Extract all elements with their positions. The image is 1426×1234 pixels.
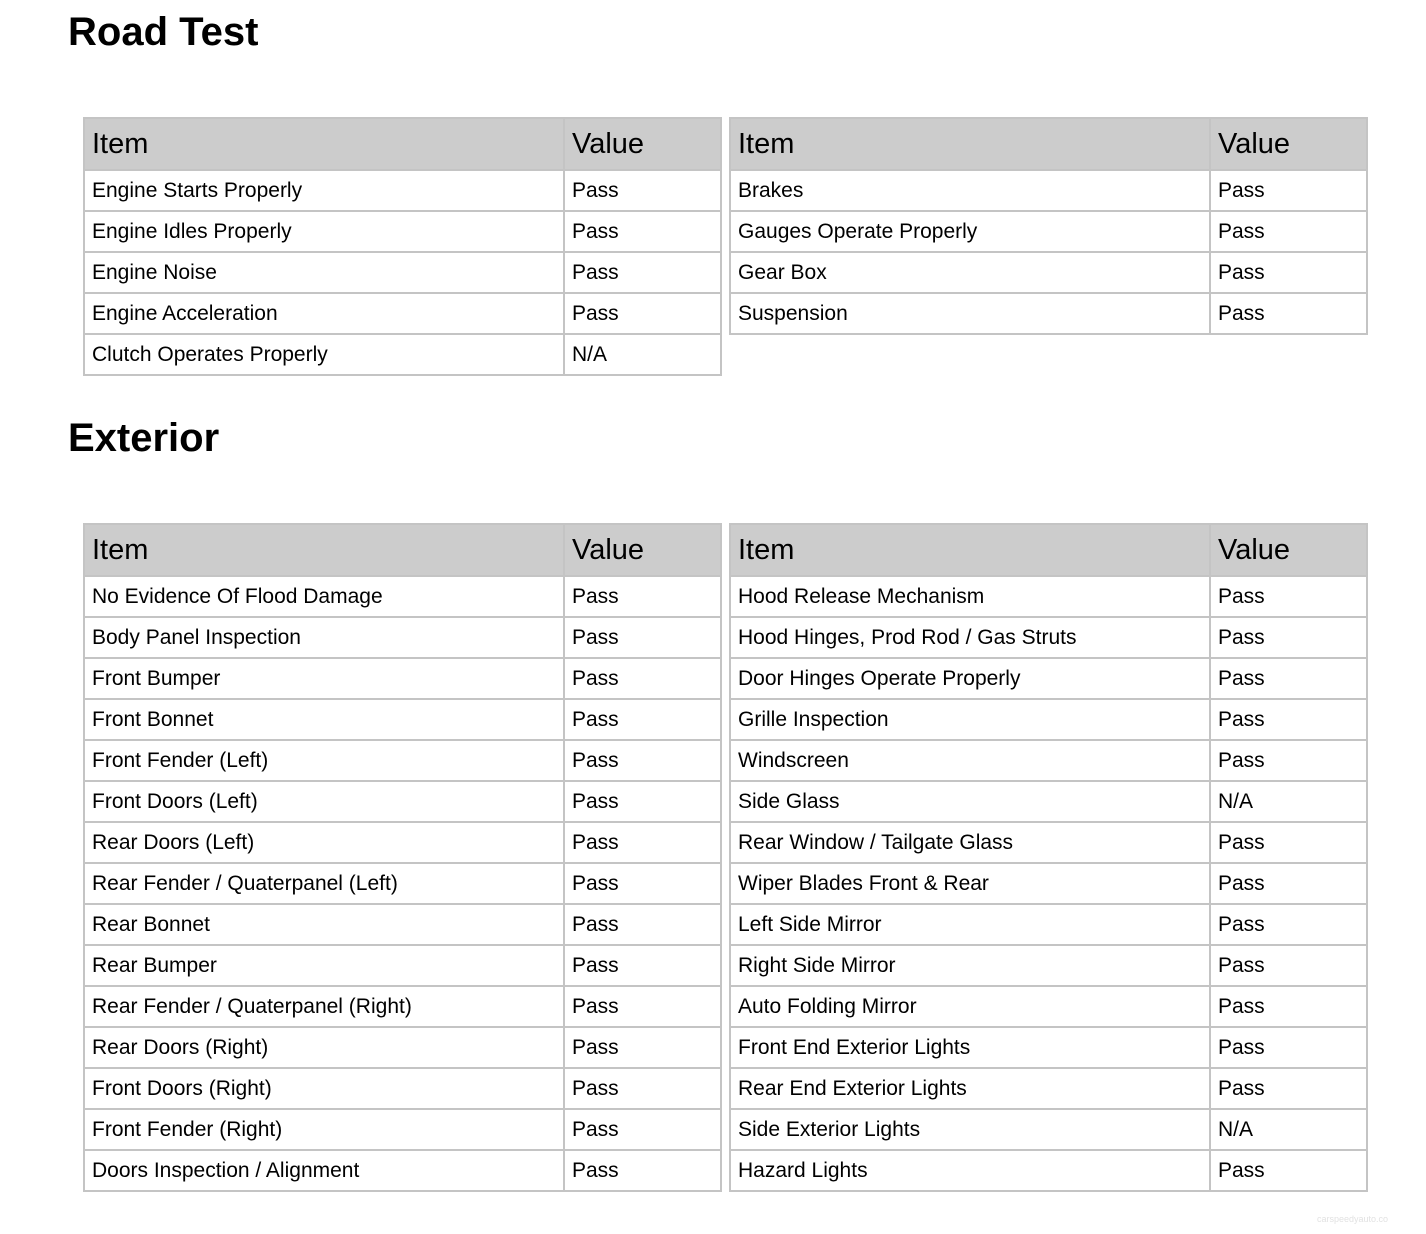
value-cell: Pass [564,576,721,617]
item-cell: Rear Doors (Right) [84,1027,564,1068]
value-column-header: Value [564,118,721,170]
item-cell: Hood Release Mechanism [730,576,1210,617]
value-column-header: Value [1210,524,1367,576]
item-cell: Gear Box [730,252,1210,293]
value-cell: Pass [564,986,721,1027]
table-row [730,252,1367,293]
table-row [730,293,1367,334]
item-cell: Rear Bumper [84,945,564,986]
table-row [84,658,721,699]
table-row [84,170,721,211]
value-cell: N/A [1210,1109,1367,1150]
road-test-table-right [729,117,1368,335]
value-cell: Pass [564,781,721,822]
value-cell: Pass [1210,211,1367,252]
table-row [730,576,1367,617]
exterior-table-left [83,523,722,1192]
value-cell: Pass [564,211,721,252]
item-cell: Hood Hinges, Prod Rod / Gas Struts [730,617,1210,658]
value-cell: Pass [1210,1068,1367,1109]
value-cell: Pass [1210,293,1367,334]
item-cell: Rear Fender / Quaterpanel (Right) [84,986,564,1027]
value-cell: Pass [1210,576,1367,617]
table-row [84,1027,721,1068]
item-cell: Right Side Mirror [730,945,1210,986]
value-cell: Pass [564,699,721,740]
table-row [730,740,1367,781]
table-row [84,334,721,375]
table-row [730,781,1367,822]
table-row [730,1109,1367,1150]
table-header-row [730,118,1367,170]
item-column-header: Item [84,118,564,170]
table-row [730,945,1367,986]
item-cell: Wiper Blades Front & Rear [730,863,1210,904]
value-cell: Pass [1210,904,1367,945]
item-cell: Front Bumper [84,658,564,699]
item-cell: Front Bonnet [84,699,564,740]
item-cell: Front Fender (Left) [84,740,564,781]
table-row [84,986,721,1027]
table-row [730,863,1367,904]
table-row [84,617,721,658]
item-cell: Gauges Operate Properly [730,211,1210,252]
item-cell: Side Exterior Lights [730,1109,1210,1150]
value-cell: Pass [564,170,721,211]
item-cell: Brakes [730,170,1210,211]
value-cell: Pass [564,904,721,945]
value-cell: Pass [1210,658,1367,699]
value-cell: Pass [1210,699,1367,740]
table-row [730,986,1367,1027]
table-header-row [730,524,1367,576]
item-cell: Rear Bonnet [84,904,564,945]
table-row [84,1068,721,1109]
item-cell: Rear End Exterior Lights [730,1068,1210,1109]
table-row [84,1150,721,1191]
value-cell: Pass [1210,863,1367,904]
item-cell: Grille Inspection [730,699,1210,740]
table-header-row [84,524,721,576]
item-cell: Front Doors (Left) [84,781,564,822]
table-row [84,781,721,822]
value-cell: Pass [564,252,721,293]
item-cell: Hazard Lights [730,1150,1210,1191]
item-cell: Windscreen [730,740,1210,781]
item-column-header: Item [730,118,1210,170]
value-cell: Pass [564,1027,721,1068]
exterior-title: Exterior [68,416,220,460]
table-row [730,211,1367,252]
table-row [730,1027,1367,1068]
value-cell: Pass [1210,740,1367,781]
value-cell: Pass [564,945,721,986]
item-cell: Engine Noise [84,252,564,293]
item-cell: Engine Idles Properly [84,211,564,252]
table-row [730,822,1367,863]
table-row [84,863,721,904]
item-cell: Clutch Operates Properly [84,334,564,375]
table-row [730,1068,1367,1109]
table-row [730,658,1367,699]
road-test-table-left [83,117,722,376]
item-cell: No Evidence Of Flood Damage [84,576,564,617]
watermark: carspeedyauto.co [1316,1214,1388,1224]
item-cell: Body Panel Inspection [84,617,564,658]
road-test-title: Road Test [68,10,259,54]
exterior-table-right [729,523,1368,1192]
value-cell: Pass [564,863,721,904]
table-row [730,617,1367,658]
value-cell: Pass [564,617,721,658]
value-cell: N/A [1210,781,1367,822]
value-column-header: Value [1210,118,1367,170]
value-cell: Pass [1210,986,1367,1027]
item-cell: Door Hinges Operate Properly [730,658,1210,699]
item-cell: Rear Fender / Quaterpanel (Left) [84,863,564,904]
table-row [84,252,721,293]
item-cell: Front End Exterior Lights [730,1027,1210,1068]
item-cell: Rear Doors (Left) [84,822,564,863]
value-cell: N/A [564,334,721,375]
value-cell: Pass [564,293,721,334]
item-cell: Doors Inspection / Alignment [84,1150,564,1191]
value-column-header: Value [564,524,721,576]
table-row [84,1109,721,1150]
table-row [730,904,1367,945]
table-row [84,699,721,740]
value-cell: Pass [1210,252,1367,293]
table-row [84,740,721,781]
item-column-header: Item [730,524,1210,576]
item-cell: Left Side Mirror [730,904,1210,945]
value-cell: Pass [564,822,721,863]
value-cell: Pass [1210,1150,1367,1191]
item-cell: Engine Acceleration [84,293,564,334]
value-cell: Pass [1210,1027,1367,1068]
value-cell: Pass [564,1109,721,1150]
table-header-row [84,118,721,170]
item-column-header: Item [84,524,564,576]
table-row [730,170,1367,211]
item-cell: Side Glass [730,781,1210,822]
value-cell: Pass [1210,617,1367,658]
value-cell: Pass [1210,945,1367,986]
value-cell: Pass [1210,822,1367,863]
item-cell: Front Doors (Right) [84,1068,564,1109]
item-cell: Suspension [730,293,1210,334]
table-row [730,1150,1367,1191]
value-cell: Pass [564,740,721,781]
table-row [84,211,721,252]
value-cell: Pass [564,658,721,699]
table-row [84,576,721,617]
table-row [730,699,1367,740]
value-cell: Pass [564,1068,721,1109]
item-cell: Engine Starts Properly [84,170,564,211]
table-row [84,945,721,986]
item-cell: Auto Folding Mirror [730,986,1210,1027]
table-row [84,822,721,863]
item-cell: Front Fender (Right) [84,1109,564,1150]
value-cell: Pass [1210,170,1367,211]
value-cell: Pass [564,1150,721,1191]
table-row [84,293,721,334]
item-cell: Rear Window / Tailgate Glass [730,822,1210,863]
table-row [84,904,721,945]
